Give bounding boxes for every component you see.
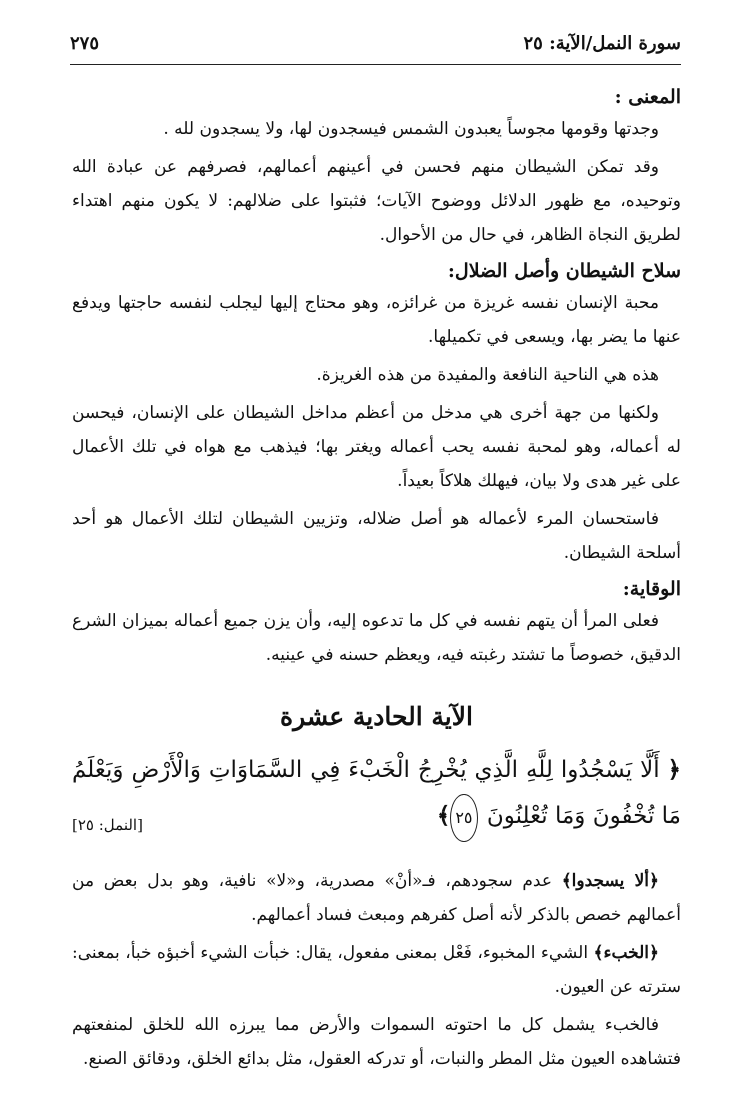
paragraph: ولكنها من جهة أخرى هي مدخل من أعظم مداخل الشيطان على الإنسان، فيحسن له أعماله، وهو لمحبة نفسه يحب أعماله ويغتر بها؛ فيذهب مع هواه في تلك الأعمال على غير هدى ولا بيان، فيهلك هلاكاً بعيداً. <box>72 403 681 491</box>
verse-title: الآية الحادية عشرة <box>280 702 473 731</box>
tafsir-paragraph <box>72 864 681 932</box>
page-number: ٢٧٥ <box>70 33 100 54</box>
header-rule <box>70 64 681 65</box>
meaning-heading: المعنى : <box>614 86 681 108</box>
weapon-heading: سلاح الشيطان وأصل الضلال: <box>447 260 681 282</box>
paragraph: وقد تمكن الشيطان منهم فحسن في أعينهم أعمالهم، فصرفهم عن عبادة الله وتوحيده، مع ظهور الدلائل ووضوح الآيات؛ فثبتوا على ضلالهم: لا يكون منهم اهتداء لطريق النجاة الظاهر، في حال من الأحوال. <box>72 157 681 245</box>
verse-block <box>72 747 681 842</box>
page-content <box>72 82 681 1080</box>
running-title: سورة النمل/الآية: ٢٥ <box>523 33 681 54</box>
prevention-heading: الوقاية: <box>622 578 681 600</box>
quran-verse <box>72 747 681 842</box>
tafsir-text: عدم سجودهم، فـ«أنْ» مصدرية، و«لا» نافية، وهو بدل بعض من أعمالهم خصص بالذكر لأنه أصل كفرهم ومبعث فساد أعمالهم. <box>72 871 681 925</box>
verse-text: أَلَّا يَسْجُدُوا لِلَّهِ الَّذِي يُخْرِجُ الْخَبْءَ فِي السَّمَاوَاتِ وَالْأَرْضِ وَيَعْلَمُ مَا تُخْفُونَ وَمَا تُعْلِنُونَ <box>72 757 681 829</box>
verse-close-bracket: ﴾ <box>436 802 451 829</box>
paragraph: فاستحسان المرء لأعماله هو أصل ضلاله، وتزيين الشيطان لتلك الأعمال هو أحد أسلحة الشيطان. <box>72 509 681 563</box>
tafsir-paragraph <box>72 936 681 1004</box>
tafsir-paragraph: فالخبء يشمل كل ما احتوته السموات والأرض مما يبرزه الله للخلق لمنفعتهم فتشاهده العيون مثل المطر والنبات، أو تدركه العقول، مثل بدائع الخلق، ودقائق الصنع. <box>72 1015 681 1069</box>
paragraph: فعلى المرأ أن يتهم نفسه في كل ما تدعوه إليه، وأن يزن جميع أعماله بميزان الشرع الدقيق، خصوصاً ما تشتد رغبته فيه، ويعظم حسنه في عينيه. <box>72 611 681 665</box>
page-header <box>70 33 681 61</box>
paragraph: محبة الإنسان نفسه غريزة من غرائزه، وهو محتاج إليها ليجلب لنفسه حاجتها ويدفع عنها ما يضر بها، ويسعى في تكميلها. <box>72 293 681 347</box>
tafsir-term: ﴿ألا يسجدوا﴾ <box>561 871 659 891</box>
verse-reference: [النمل: ٢٥] <box>72 816 143 834</box>
tafsir-term: ﴿الخبء﴾ <box>593 943 659 963</box>
tafsir-text: الشيء المخبوء، فَعْل بمعنى مفعول، يقال: خبأت الشيء أخبؤه خبأ، بمعنى: سترته عن العيون. <box>72 943 681 997</box>
verse-open-bracket: ﴿ <box>667 756 682 783</box>
paragraph: هذه هي الناحية النافعة والمفيدة من هذه الغريزة. <box>316 365 659 385</box>
paragraph: وجدتها وقومها مجوساً يعبدون الشمس فيسجدون لها، ولا يسجدون لله . <box>163 119 659 139</box>
verse-number: ٢٥ <box>450 794 477 842</box>
